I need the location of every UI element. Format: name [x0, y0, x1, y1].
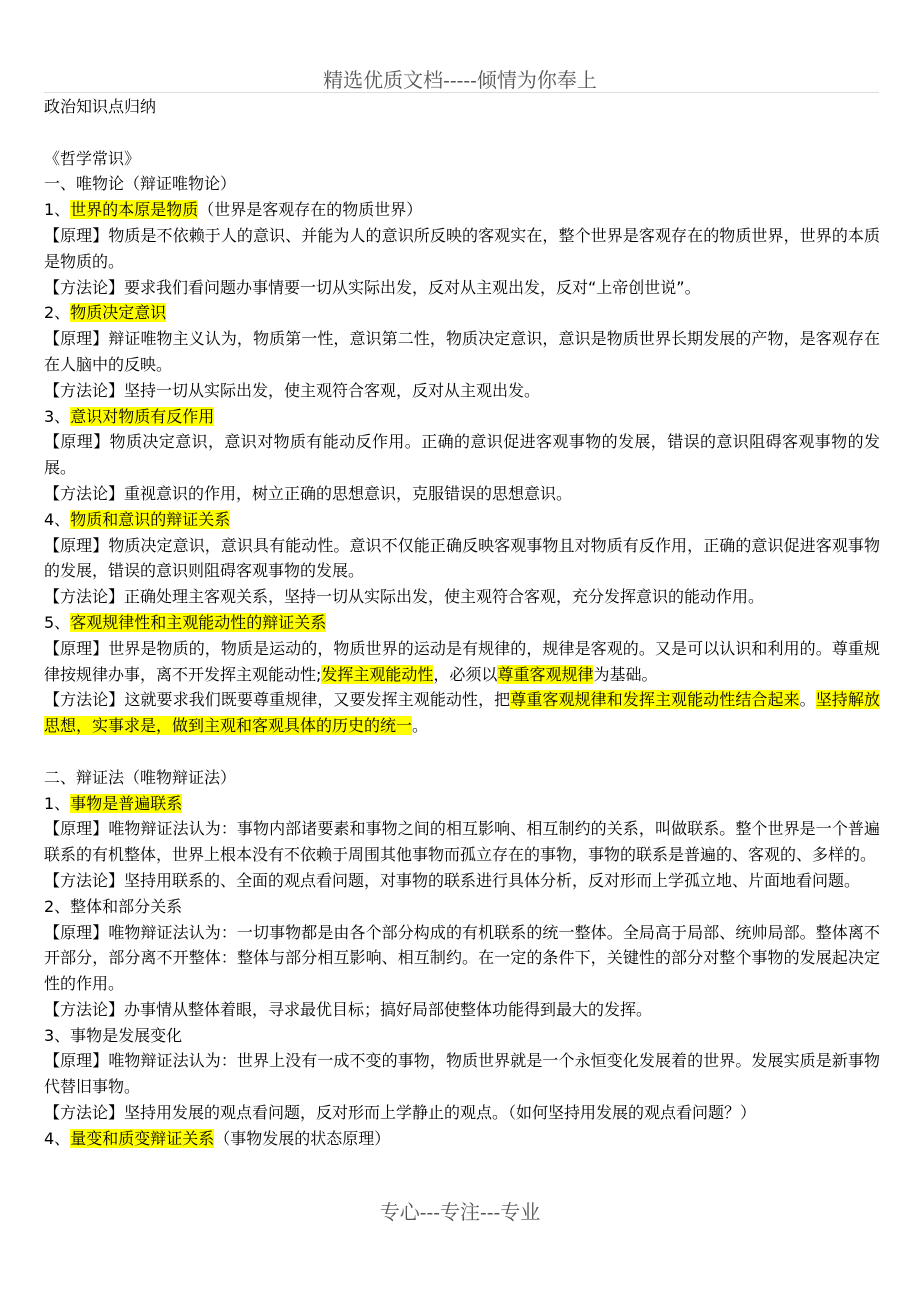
item-heading: 1、世界的本原是物质（世界是客观存在的物质世界） [44, 200, 423, 220]
item-heading: 3、意识对物质有反作用 [44, 406, 215, 426]
principle: 【原理】物质决定意识，意识具有能动性。意识不仅能正确反映客观事物且对物质有反作用，正确的意识促进客观事物的发展，错误的意识则阻碍客观事物的发展。 [44, 535, 880, 581]
principle-tag: 【原理】 [44, 1051, 109, 1071]
principle: 【原理】物质决定意识，意识对物质有能动反作用。正确的意识促进客观事物的发展，错误的意识阻碍客观事物的发展。 [44, 432, 880, 478]
doc-title: 政治知识点归纳 [44, 97, 157, 116]
blank-line [44, 120, 880, 146]
method-tag: 【方法论】 [44, 690, 125, 710]
blank-line [44, 739, 880, 765]
item-heading: 4、量变和质变辩证关系（事物发展的状态原理） [44, 1128, 391, 1148]
highlight: 意识对物质有反作用 [70, 406, 215, 426]
principle-tag: 【原理】 [44, 329, 109, 349]
principle-tag: 【原理】 [44, 922, 109, 942]
item-heading: 5、客观规律性和主观能动性的辩证关系 [44, 612, 327, 632]
item-heading: 4、物质和意识的辩证关系 [44, 509, 231, 529]
book-title: 《哲学常识》 [44, 148, 141, 168]
principle: 【原理】唯物辩证法认为：世界上没有一成不变的事物，物质世界就是一个永恒变化发展着的世界。发展实质是新事物代替旧事物。 [44, 1051, 880, 1097]
methodology: 【方法论】正确处理主客观关系，坚持一切从实际出发，使主观符合客观，充分发挥意识的能动作用。 [44, 587, 765, 607]
highlight: 尊重客观规律和发挥主观能动性结合起来 [510, 690, 800, 710]
method-tag: 【方法论】 [44, 380, 125, 400]
highlight: 发挥主观能动性 [321, 664, 434, 684]
highlight: 物质和意识的辩证关系 [70, 509, 231, 529]
item-heading: 3、事物是发展变化 [44, 1025, 183, 1045]
section-heading: 一、唯物论（辩证唯物论） [44, 174, 237, 194]
principle: 【原理】物质是不依赖于人的意识、并能为人的意识所反映的客观实在，整个世界是客观存在的物质世界，世界的本质是物质的。 [44, 225, 880, 271]
principle: 【原理】辩证唯物主义认为，物质第一性，意识第二性，物质决定意识，意识是物质世界长期发展的产物，是客观存在在人脑中的反映。 [44, 329, 880, 374]
principle: 【原理】唯物辩证法认为：一切事物都是由各个部分构成的有机联系的统一整体。全局高于局部、统帅局部。整体离不开部分，部分离不开整体：整体与部分相互影响、相互制约。在一定的条件下，关键性的部分对整个事物的发展起决定性的作用。 [44, 922, 880, 994]
principle: 【原理】世界是物质的，物质是运动的，物质世界的运动是有规律的，规律是客观的。又是可以认识和利用的。尊重规律按规律办事，离不开发挥主观能动性;发挥主观能动性，必须以尊重客观规律为基础。 [44, 638, 880, 684]
methodology: 【方法论】坚持一切从实际出发，使主观符合客观，反对从主观出发。 [44, 380, 541, 400]
highlight: 物质决定意识 [70, 303, 167, 323]
highlight: 世界的本原是物质 [70, 200, 199, 220]
header-divider [44, 92, 879, 93]
highlight: 尊重客观规律 [497, 664, 594, 684]
method-tag: 【方法论】 [44, 870, 125, 890]
method-tag: 【方法论】 [44, 1103, 125, 1123]
method-tag: 【方法论】 [44, 587, 125, 607]
methodology: 【方法论】办事情从整体着眼，寻求最优目标；搞好局部使整体功能得到最大的发挥。 [44, 999, 653, 1019]
methodology: 【方法论】坚持用发展的观点看问题，反对形而上学静止的观点。（如何坚持用发展的观点看问题？） [44, 1103, 757, 1123]
page-header: 精选优质文档-----倾情为你奉上 [323, 68, 597, 92]
method-tag: 【方法论】 [44, 277, 125, 297]
method-tag: 【方法论】 [44, 999, 125, 1019]
principle-tag: 【原理】 [44, 535, 109, 555]
item-heading: 2、物质决定意识 [44, 303, 167, 323]
methodology: 【方法论】坚持用联系的、全面的观点看问题，对事物的联系进行具体分析，反对形而上学孤立地、片面地看问题。 [44, 870, 861, 890]
methodology: 【方法论】要求我们看问题办事情要一切从实际出发，反对从主观出发，反对“上帝创世说”。 [44, 277, 701, 297]
page-footer: 专心---专注---专业 [379, 1200, 541, 1224]
section-heading: 二、辩证法（唯物辩证法） [44, 767, 237, 787]
principle-tag: 【原理】 [44, 638, 109, 658]
principle-tag: 【原理】 [44, 432, 110, 452]
principle-tag: 【原理】 [44, 819, 109, 839]
highlight: 坚持解放思想，实事求是，做到主观和客观具体的历史的统一 [44, 690, 880, 736]
highlight: 量变和质变辩证关系 [70, 1128, 215, 1148]
item-heading: 2、整体和部分关系 [44, 896, 183, 916]
methodology: 【方法论】这就要求我们既要尊重规律，又要发挥主观能动性，把尊重客观规律和发挥主观能动性结合起来。坚持解放思想，实事求是，做到主观和客观具体的历史的统一。 [44, 690, 880, 736]
methodology: 【方法论】重视意识的作用，树立正确的思想意识，克服错误的思想意识。 [44, 483, 573, 503]
highlight: 事物是普遍联系 [70, 793, 183, 813]
method-tag: 【方法论】 [44, 483, 125, 503]
item-heading: 1、事物是普遍联系 [44, 793, 183, 813]
principle-tag: 【原理】 [44, 225, 109, 245]
principle: 【原理】唯物辩证法认为：事物内部诸要素和事物之间的相互影响、相互制约的关系，叫做联系。整个世界是一个普遍联系的有机整体，世界上根本没有不依赖于周围其他事物而孤立存在的事物，事物的联系是普遍的、客观的、多样的。 [44, 819, 880, 865]
highlight: 客观规律性和主观能动性的辩证关系 [70, 612, 327, 632]
document-body [44, 94, 880, 1152]
